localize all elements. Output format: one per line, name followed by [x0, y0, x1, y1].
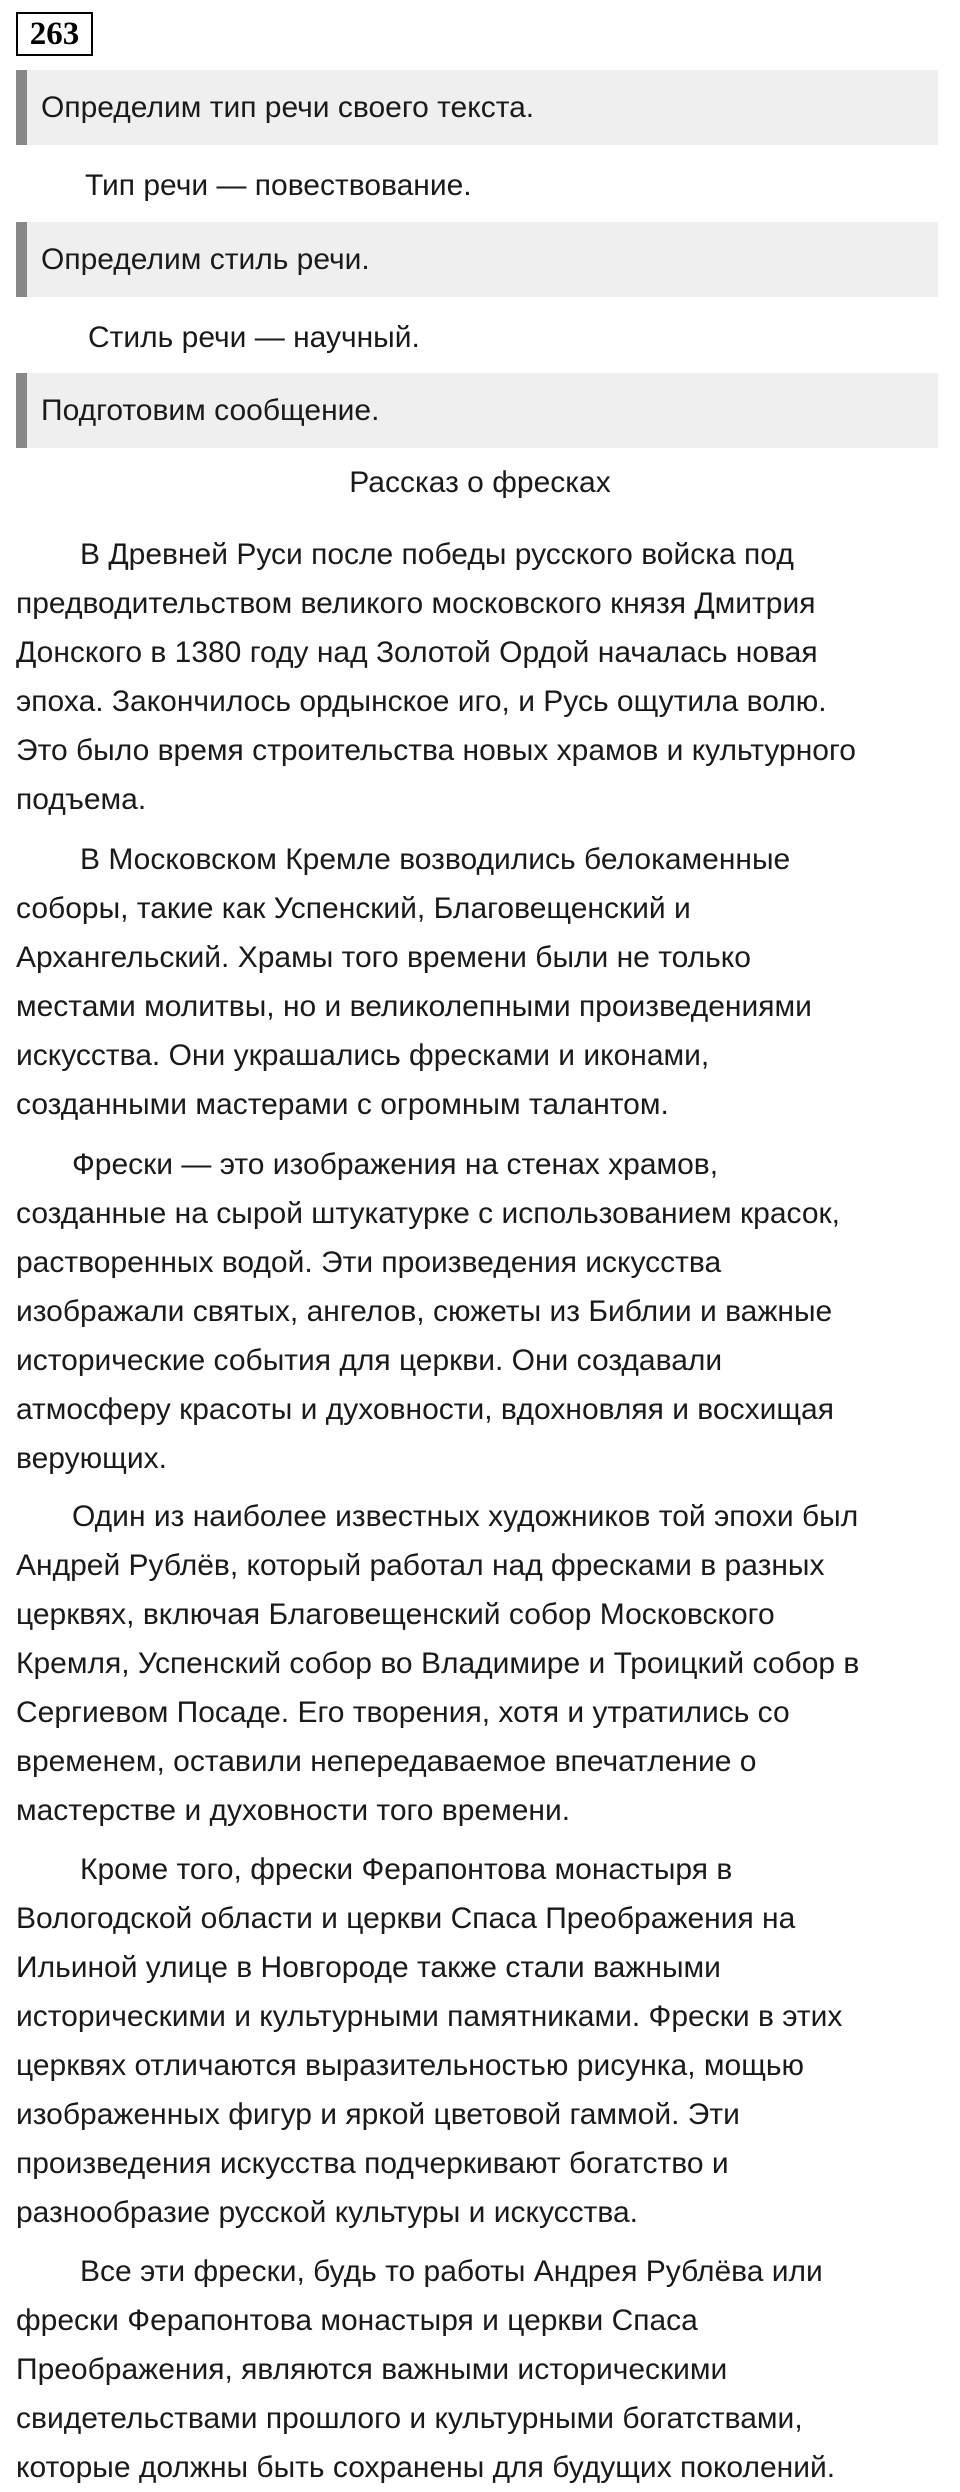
- paragraph-line: Преображения, являются важными историческими: [16, 2353, 728, 2386]
- essay-paragraph: [16, 2247, 951, 2492]
- task-number: 263: [16, 12, 93, 56]
- paragraph-line: историческими и культурными памятниками. Фрески в этих: [16, 2000, 843, 2033]
- paragraph-line: Сергиевом Посаде. Его творения, хотя и утратились со: [16, 1696, 790, 1729]
- paragraph-line: местами молитвы, но и великолепными произведениями: [16, 990, 812, 1023]
- paragraph-line: подъема.: [16, 783, 147, 816]
- paragraph-line: изображенных фигур и яркой цветовой гаммой. Эти: [16, 2098, 740, 2131]
- step-prompt-prepare-message: Подготовим сообщение.: [16, 373, 938, 448]
- essay-paragraph: [16, 1140, 951, 1483]
- paragraph-line: созданными мастерами с огромным талантом.: [16, 1088, 669, 1121]
- step-prompt-speech-type: Определим тип речи своего текста.: [16, 70, 938, 145]
- paragraph-line: церквях отличаются выразительностью рисунка, мощью: [16, 2049, 805, 2082]
- paragraph-line: Донского в 1380 году над Золотой Ордой началась новая: [16, 636, 818, 669]
- paragraph-line: Архангельский. Храмы того времени были не только: [16, 941, 751, 974]
- essay-title: Рассказ о фресках: [349, 466, 611, 499]
- answer-speech-style: Стиль речи — научный.: [88, 321, 420, 354]
- paragraph-line: Ильиной улице в Новгороде также стали важными: [16, 1951, 721, 1984]
- paragraph-line: Андрей Рублёв, который работал над фресками в разных: [16, 1549, 825, 1582]
- paragraph-line: Кроме того, фрески Ферапонтова монастыря в: [80, 1853, 733, 1886]
- essay-paragraph: [16, 1492, 951, 1835]
- paragraph-line: Один из наиболее известных художников той эпохи был: [72, 1500, 859, 1533]
- paragraph-line: В Древней Руси после победы русского войска под: [80, 538, 794, 571]
- paragraph-line: мастерстве и духовности того времени.: [16, 1794, 571, 1827]
- paragraph-line: временем, оставили непередаваемое впечатление о: [16, 1745, 757, 1778]
- paragraph-line: Фрески — это изображения на стенах храмов,: [72, 1148, 719, 1181]
- essay-paragraph: [16, 530, 951, 824]
- paragraph-line: атмосферу красоты и духовности, вдохновляя и восхищая: [16, 1393, 834, 1426]
- paragraph-line: изображали святых, ангелов, сюжеты из Библии и важные: [16, 1295, 833, 1328]
- paragraph-line: которые должны быть сохранены для будущих поколений.: [16, 2451, 836, 2484]
- paragraph-line: Вологодской области и церкви Спаса Преображения на: [16, 1902, 796, 1935]
- paragraph-line: растворенных водой. Эти произведения искусства: [16, 1246, 722, 1279]
- essay-paragraph: [16, 835, 951, 1129]
- essay-paragraph: [16, 1845, 951, 2237]
- paragraph-line: произведения искусства подчеркивают богатство и: [16, 2147, 729, 2180]
- paragraph-line: верующих.: [16, 1442, 167, 1475]
- paragraph-line: Кремля, Успенский собор во Владимире и Троицкий собор в: [16, 1647, 860, 1680]
- paragraph-line: В Московском Кремле возводились белокаменные: [80, 843, 791, 876]
- paragraph-line: исторические события для церкви. Они создавали: [16, 1344, 723, 1377]
- paragraph-line: предводительством великого московского князя Дмитрия: [16, 587, 816, 620]
- paragraph-line: созданные на сырой штукатурке с использованием красок,: [16, 1197, 840, 1230]
- step-prompt-speech-style: Определим стиль речи.: [16, 222, 938, 297]
- paragraph-line: разнообразие русской культуры и искусства.: [16, 2196, 638, 2229]
- paragraph-line: соборы, такие как Успенский, Благовещенский и: [16, 892, 691, 925]
- paragraph-line: свидетельствами прошлого и культурными богатствами,: [16, 2402, 803, 2435]
- paragraph-line: церквях, включая Благовещенский собор Московского: [16, 1598, 775, 1631]
- paragraph-line: Это было время строительства новых храмов и культурного: [16, 734, 856, 767]
- answer-speech-type: Тип речи — повествование.: [85, 169, 472, 202]
- paragraph-line: искусства. Они украшались фресками и иконами,: [16, 1039, 710, 1072]
- paragraph-line: Все эти фрески, будь то работы Андрея Рублёва или: [80, 2255, 823, 2288]
- paragraph-line: фрески Ферапонтова монастыря и церкви Спаса: [16, 2304, 698, 2337]
- paragraph-line: эпоха. Закончилось ордынское иго, и Русь ощутила волю.: [16, 685, 827, 718]
